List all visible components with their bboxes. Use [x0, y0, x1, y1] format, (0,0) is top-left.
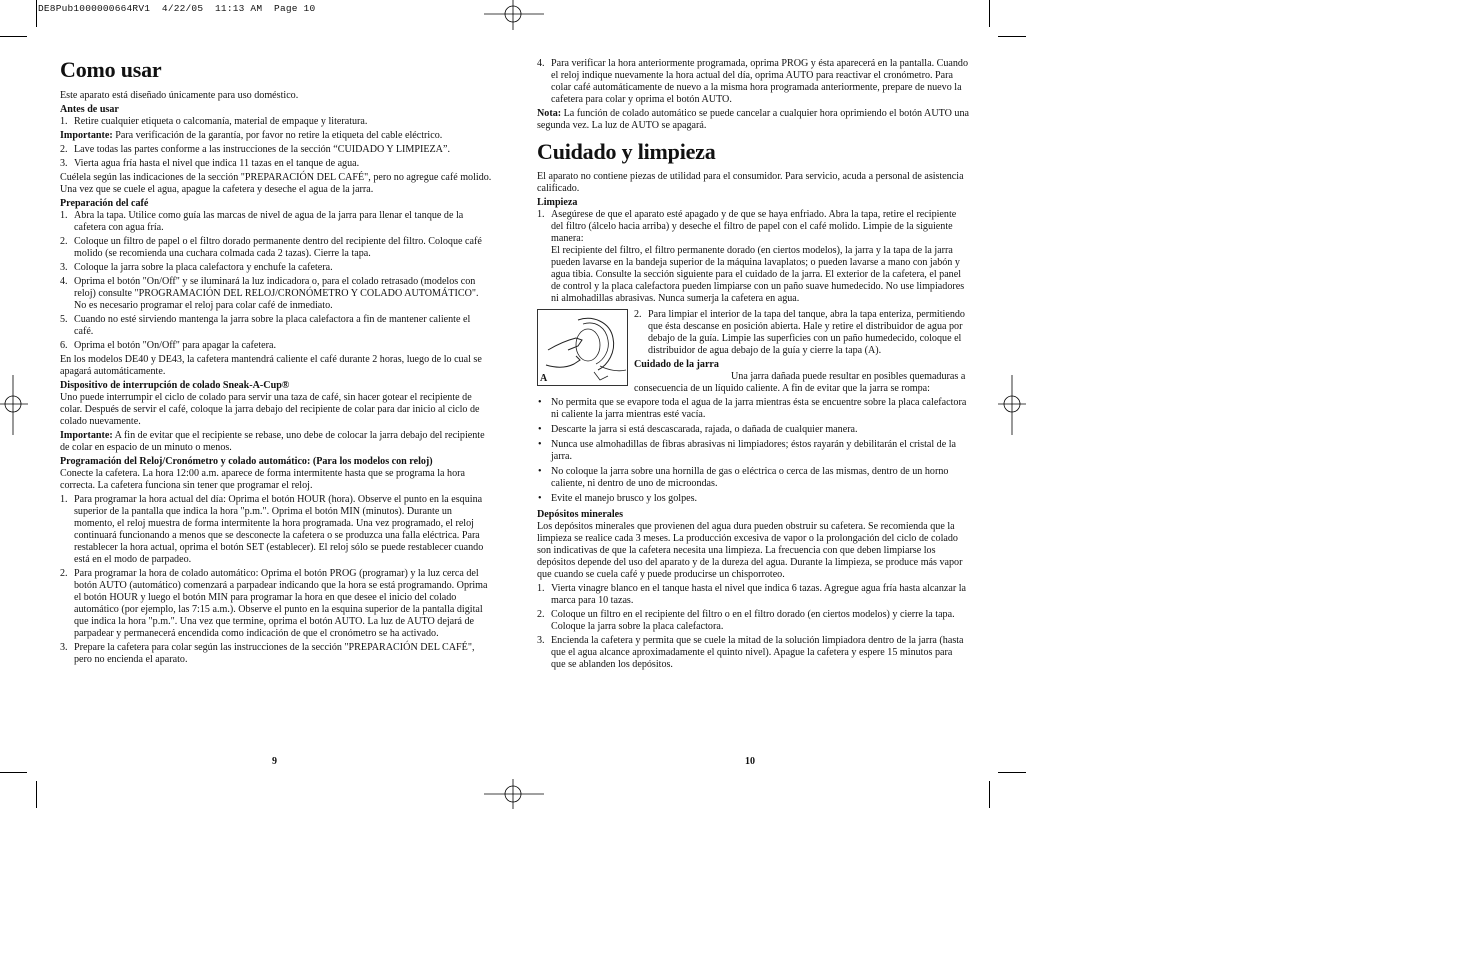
page-title-cuidado: Cuidado y limpieza [537, 139, 716, 164]
crop-mark [989, 781, 990, 808]
right-page-column [537, 58, 969, 673]
section-heading-preparacion: Preparación del café [60, 198, 149, 209]
crop-mark [36, 781, 37, 808]
list-item: 6. Oprima el botón "On/Off" para apagar la cafetera. [60, 340, 276, 351]
section-heading-jarra: Cuidado de la jarra [634, 359, 719, 370]
list-item: 1. Asegúrese de que el aparato esté apagado y de que se haya enfriado. Abra la tapa, retire el recipiente del filtro (álcelo hacia arriba) y deseche el filtro de papel con el café molido. Limpie de la siguiente manera: El recipiente del filtro, el filtro permanente dorado (en ciertos modelos), la jarra y la tapa de la jarra pueden lavarse en la bandeja superior de la máquina lavaplatos; o pueden lavarse a mano con jabón y agua tibia. Consulte la sección siguiente para el cuidado de la jarra. El exterior de la cafetera, el panel de control y la placa calefactora pueden limpiarse con un paño suave humedecido. No use limpiadores ni almohadillas abrasivas. Nunca sumerja la cafetera en agua. [537, 209, 965, 304]
list-item: • Evite el manejo brusco y los golpes. [538, 493, 698, 504]
list-item: • Descarte la jarra si está descascarada, rajada, o dañada de cualquier manera. [538, 424, 858, 435]
page-number-right: 10 [745, 756, 755, 767]
paragraph: Cuélela según las indicaciones de la sección "PREPARACIÓN DEL CAFÉ", pero no agregue café molido. Una vez que se cuele el agua, apague la cafetera y deseche el agua de la jarra. [60, 172, 492, 195]
bullet-list [537, 397, 969, 505]
list-item: 1. Vierta vinagre blanco en el tanque hasta el nivel que indica 6 tazas. Agregue agua fría hasta alcanzar la marca para 10 tazas. [537, 583, 967, 606]
section-heading-limpieza: Limpieza [537, 197, 578, 208]
intro-text: El aparato no contiene piezas de utilidad para el consumidor. Para servicio, acuda a personal de asistencia calificado. [537, 171, 964, 194]
list-item: 3. Encienda la cafetera y permita que se cuele la mitad de la solución limpiadora dentro de la jarra (hasta que el agua alcance aproximadamente el quinto nivel). Apague la cafetera y espere 15 minutos para que se ablanden los depósitos. [537, 635, 964, 670]
crop-mark [36, 0, 37, 27]
intro-text: Este aparato está diseñado únicamente para uso doméstico. [60, 90, 299, 101]
crop-mark [989, 0, 990, 27]
paragraph: Los depósitos minerales que provienen del agua dura pueden obstruir su cafetera. Se recomienda que la limpieza se realice cada 3 meses. La producción excesiva de vapor o la prolongación del ciclo de colado son indicativas de que la cafetera necesita una limpieza. La frecuencia con que deben limpiarse los depósitos depende del uso del aparato y de la dureza del agua. Durante la limpieza, se produce más vapor que cuando se cuela café y puede producirse un chisporroteo. [537, 521, 963, 580]
print-slug: DE8Pub1000000664RV1 4/22/05 11:13 AM Page 10 [38, 3, 316, 14]
nota-note: Nota: La función de colado automático se puede cancelar a cualquier hora oprimiendo el botón AUTO una segunda vez. La luz de AUTO se apagará. [537, 108, 970, 131]
figure-label: A [540, 373, 548, 384]
list-item: 3. Vierta agua fría hasta el nivel que indica 11 tazas en el tanque de agua. [60, 158, 360, 169]
list-item: 1. Retire cualquier etiqueta o calcomanía, material de empaque y literatura. [60, 116, 368, 127]
crop-mark [0, 772, 27, 773]
paragraph: Uno puede interrumpir el ciclo de colado para servir una taza de café, sin hacer gotear el recipiente de colar. Después de servir el café, coloque la jarra debajo del recipiente de colar para dar inicio al ciclo de colado nuevamente. [60, 392, 480, 427]
list-item: 2. Lave todas las partes conforme a las instrucciones de la sección “CUIDADO Y LIMPIEZA”. [60, 144, 450, 155]
list-item: 1. Para programar la hora actual del día: Oprima el botón HOUR (hora). Observe el punto en la esquina superior de la pantalla que indica la hora "p.m.". Oprima el botón MIN (minutos). Durante un momento, el reloj muestra de forma intermitente la hora programada. Una vez programado, el reloj continuará funcionando a menos que se desconecte la cafetera o se produzca una falla eléctrica. Para restablecer la hora actual, oprima el botón SET (establecer). El reloj sólo se puede restablecer cuando está en el modo de parpadeo. [60, 494, 484, 565]
hand-lid-icon [538, 310, 627, 385]
registration-mark-top [484, 0, 544, 30]
importante-note: Importante: A fin de evitar que el recipiente se rebase, uno debe de colocar la jarra debajo del recipiente de colar en espacio de un minuto o menos. [60, 430, 485, 453]
list-item: • No coloque la jarra sobre una hornilla de gas o eléctrica o cerca de las mismas, dentro de un horno caliente, ni dentro de uno de microondas. [538, 466, 949, 489]
paragraph: En los modelos DE40 y DE43, la cafetera mantendrá caliente el café durante 2 horas, luego de lo cual se apagará automáticamente. [60, 354, 482, 377]
section-heading-antes: Antes de usar [60, 104, 119, 115]
left-page-column [60, 58, 492, 668]
registration-mark-left [0, 375, 28, 435]
list-item: 1. Abra la tapa. Utilice como guía las marcas de nivel de agua de la jarra para llenar el tanque de la cafetera con agua fría. [60, 210, 464, 233]
list-item: 3. Coloque la jarra sobre la placa calefactora y enchufe la cafetera. [60, 262, 333, 273]
list-item: • Nunca use almohadillas de fibras abrasivas ni limpiadores; éstos rayarán y debilitarán el cristal de la jarra. [538, 439, 957, 462]
crop-mark [0, 36, 27, 37]
list-item: 5. Cuando no esté sirviendo mantenga la jarra sobre la placa calefactora a fin de mantener caliente el café. [60, 314, 471, 337]
registration-mark-right [998, 375, 1026, 435]
list-item: 2. Para programar la hora de colado automático: Oprima el botón PROG (programar) y la luz cerca del botón AUTO (automático) comenzará a parpadear indicando que la hora se está programando. Oprima el botón HOUR y luego el botón MIN para programar la hora en que desee el inicio del colado automático (por ejemplo, las 7:15 a.m.). Observe el punto en la esquina superior de la pantalla digital que indica la hora "p.m.". Una vez que termine, oprima el botón AUTO. La luz de AUTO dejará de parpadear y permanecerá encendida como indicación de que el cronómetro se ha activado. [60, 568, 488, 639]
page-number-left: 9 [272, 756, 277, 767]
section-heading-programacion: Programación del Reloj/Cronómetro y colado automático: (Para los modelos con reloj) [60, 456, 433, 467]
list-item: 4. Para verificar la hora anteriormente programada, oprima PROG y ésta aparecerá en la pantalla. Cuando el reloj indique nuevamente la hora actual del día, oprima AUTO para reactivar el cronómetro. Para colar café automáticamente de nuevo a la misma hora programada anteriormente, prepare de nuevo la cafetera para colar y oprima el botón AUTO. [537, 58, 969, 105]
list-item: 2. Para limpiar el interior de la tapa del tanque, abra la tapa enteriza, permitiendo que ésta descanse en posición abierta. Hale y retire el distribuidor de agua por debajo de la guía. Limpie las superficies con un paño humedecido, coloque el distribuidor de agua debajo de la guía y cierre la tapa (A). [634, 309, 965, 356]
paragraph: Una jarra dañada puede resultar en posibles quemaduras a consecuencia de un líquido caliente. A fin de evitar que la jarra se rompa: [634, 371, 966, 394]
crop-mark [998, 36, 1026, 37]
crop-mark [998, 772, 1026, 773]
page-title-como-usar: Como usar [60, 57, 162, 82]
list-item: • No permita que se evapore toda el agua de la jarra mientras ésta se encuentre sobre la placa calefactora ni caliente la jarra mientras esté vacía. [538, 397, 967, 420]
list-item: 2. Coloque un filtro en el recipiente del filtro o en el filtro dorado (en ciertos modelos) y cierre la tapa. Coloque la jarra sobre la placa calefactora. [537, 609, 955, 632]
section-heading-sneak: Dispositivo de interrupción de colado Sneak-A-Cup® [60, 380, 290, 391]
list-item: 3. Prepare la cafetera para colar según las instrucciones de la sección "PREPARACIÓN DEL CAFÉ", pero no encienda el aparato. [60, 642, 475, 665]
registration-mark-bottom [484, 779, 544, 809]
paragraph: Conecte la cafetera. La hora 12:00 a.m. aparece de forma intermitente hasta que se programa la hora correcta. La cafetera funciona sin tener que programar el reloj. [60, 468, 465, 491]
list-item: 4. Oprima el botón "On/Off" y se iluminará la luz indicadora o, para el colado retrasado (modelos con reloj) consulte "PROGRAMACIÓN DEL RELOJ/CRONÓMETRO Y COLADO AUTOMÁTICO". No es necesario programar el reloj para colar café de inmediato. [60, 276, 479, 311]
figure-row [537, 309, 969, 395]
importante-note: Importante: Para verificación de la garantía, por favor no retire la etiqueta del cable eléctrico. [60, 130, 443, 141]
list-item: 2. Coloque un filtro de papel o el filtro dorado permanente dentro del recipiente del filtro. Coloque café molido (se recomienda una cuchara colmada cada 2 tazas). Cierre la tapa. [60, 236, 482, 259]
lid-illustration [537, 309, 628, 386]
section-heading-depositos: Depósitos minerales [537, 509, 624, 520]
